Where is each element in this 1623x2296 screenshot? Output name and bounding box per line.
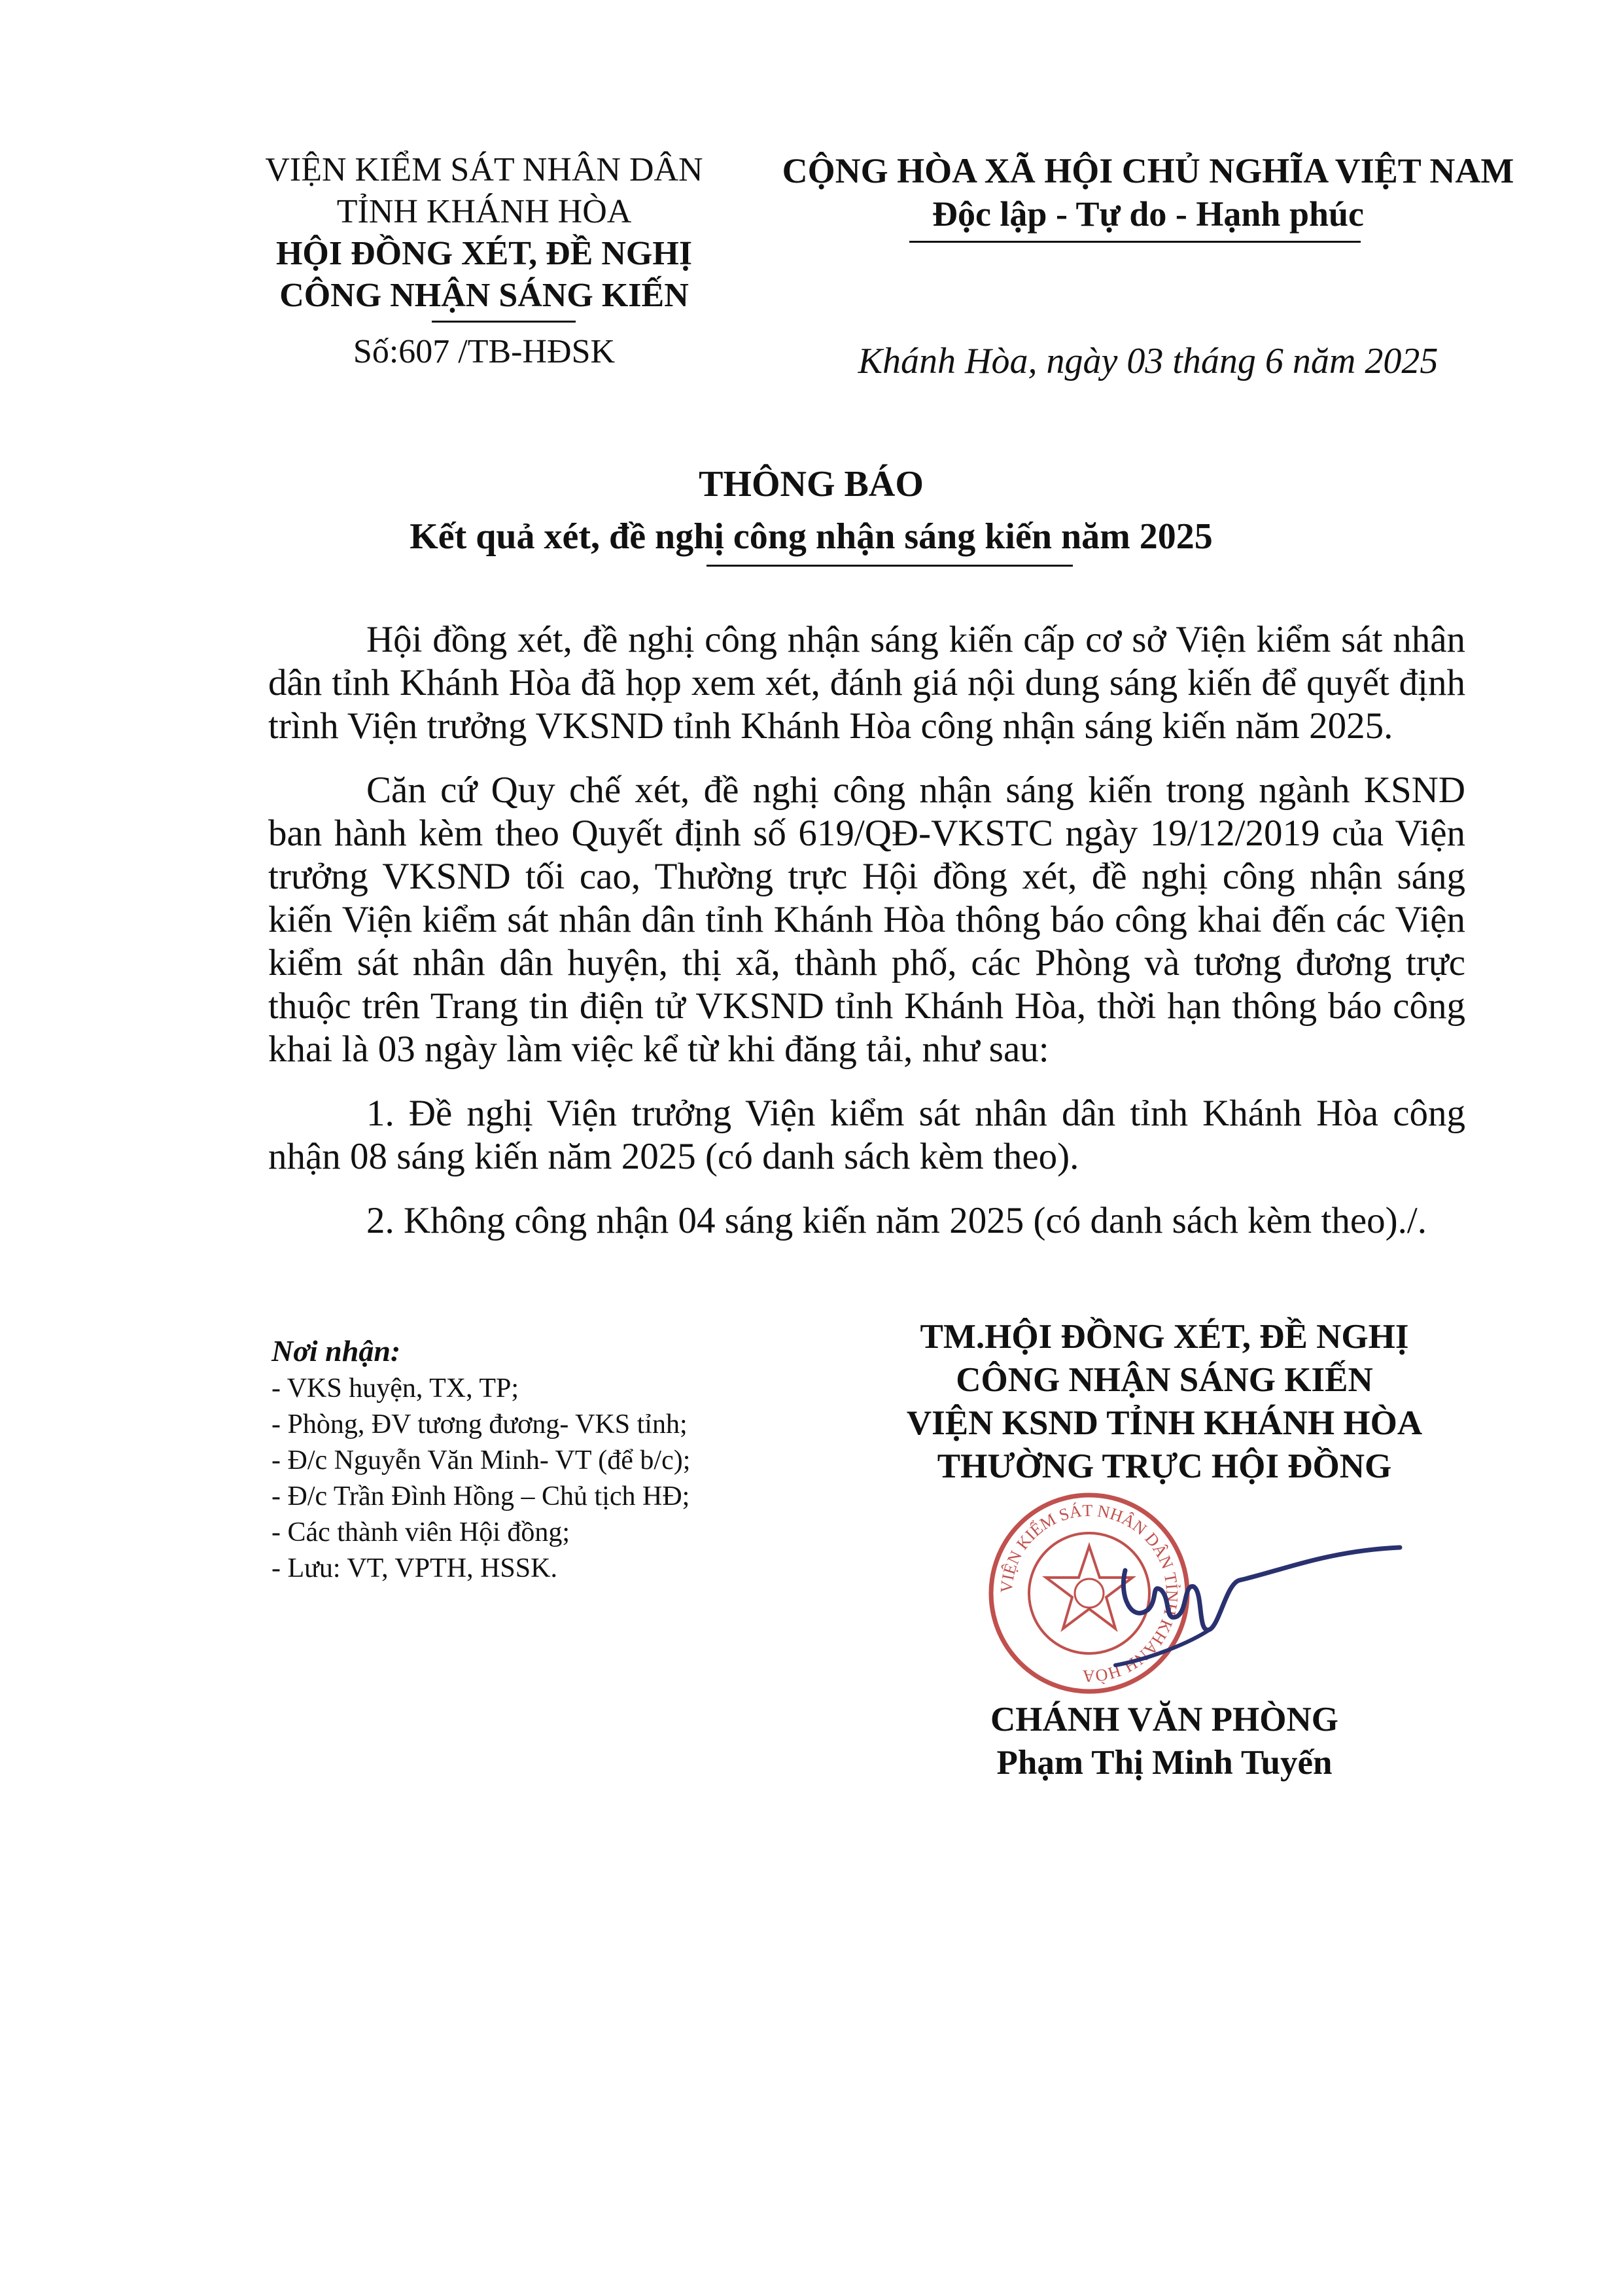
body-paragraph-1: Hội đồng xét, đề nghị công nhận sáng kiến cấp cơ sở Viện kiểm sát nhân dân tỉnh Khánh Hòa đã họp xem xét, đánh giá nội dung sáng kiến để quyết định trình Viện trưởng VKSND tỉnh Khánh Hòa công nhận sáng kiến năm 2025. — [268, 619, 1465, 747]
document-number: Số:607 /TB-HĐSK — [353, 333, 616, 370]
title-sub: Kết quả xét, đề nghị công nhận sáng kiến năm 2025 — [410, 516, 1213, 557]
org-underline — [432, 321, 576, 323]
national-header — [752, 149, 1544, 236]
issue-date: Khánh Hòa, ngày 03 tháng 6 năm 2025 — [858, 341, 1439, 381]
recipient-item: - Phòng, ĐV tương đương- VKS tỉnh; — [271, 1409, 688, 1439]
signer — [837, 1698, 1492, 1784]
document-title — [196, 458, 1426, 563]
body-paragraph-3: 1. Đề nghị Viện trưởng Viện kiểm sát nhân dân tỉnh Khánh Hòa công nhận 08 sáng kiến năm 2025 (có danh sách kèm theo). — [268, 1093, 1465, 1177]
recipient-item: - Đ/c Trần Đình Hồng – Chủ tịch HĐ; — [271, 1481, 690, 1511]
nation-title: CỘNG HÒA XÃ HỘI CHỦ NGHĨA VIỆT NAM — [782, 151, 1514, 190]
recipient-item: - Các thành viên Hội đồng; — [271, 1517, 570, 1547]
title-underline — [707, 565, 1073, 567]
recipient-item: - VKS huyện, TX, TP; — [271, 1373, 519, 1404]
org-line-4: CÔNG NHẬN SÁNG KIẾN — [279, 277, 689, 314]
recipients-block — [271, 1332, 860, 1587]
recipients-list — [271, 1371, 860, 1587]
recipients-heading: Nơi nhận: — [271, 1334, 401, 1368]
recipient-item: - Lưu: VT, VPTH, HSSK. — [271, 1553, 557, 1583]
signer-position: CHÁNH VĂN PHÒNG — [990, 1701, 1338, 1739]
signer-name: Phạm Thị Minh Tuyến — [996, 1744, 1333, 1782]
title-main: THÔNG BÁO — [699, 464, 924, 504]
org-line-2: TỈNH KHÁNH HÒA — [336, 193, 632, 230]
seal-text: VIỆN KIỂM SÁT NHÂN DÂN TỈNH KHÁNH HÒA — [996, 1500, 1182, 1686]
document-body — [268, 618, 1465, 1263]
recipient-item: - Đ/c Nguyễn Văn Minh- VT (để b/c); — [271, 1445, 691, 1475]
national-motto: Độc lập - Tự do - Hạnh phúc — [932, 194, 1365, 234]
signature-authority — [837, 1315, 1492, 1488]
issuing-organization — [222, 149, 746, 317]
body-paragraph-4: 2. Không công nhận 04 sáng kiến năm 2025 (có danh sách kèm theo)./. — [366, 1200, 1427, 1241]
org-line-1: VIỆN KIỂM SÁT NHÂN DÂN — [265, 151, 703, 188]
org-line-3: HỘI ĐỒNG XÉT, ĐỀ NGHỊ — [275, 235, 693, 272]
body-paragraph-2: Căn cứ Quy chế xét, đề nghị công nhận sáng kiến trong ngành KSND ban hành kèm theo Quyết định số 619/QĐ-VKSTC ngày 19/12/2019 của Viện trưởng VKSND tối cao, Thường trực Hội đồng xét, đề nghị công nhận sáng kiến Viện kiểm sát nhân dân tỉnh Khánh Hòa thông báo công khai đến các Viện kiểm sát nhân dân huyện, thị xã, thành phố, các Phòng và tương đương trực thuộc trên Trang tin điện tử VKSND tỉnh Khánh Hòa, thời hạn thông báo công khai là 03 ngày làm việc kể từ khi đăng tải, như sau: — [268, 769, 1465, 1070]
handwritten-signature — [1112, 1544, 1413, 1675]
signature-line-3: VIỆN KSND TỈNH KHÁNH HÒA — [906, 1404, 1423, 1442]
motto-underline — [909, 241, 1361, 243]
signature-line-4: THƯỜNG TRỰC HỘI ĐỒNG — [937, 1447, 1392, 1485]
signature-line-2: CÔNG NHẬN SÁNG KIẾN — [956, 1361, 1373, 1399]
signature-line-1: TM.HỘI ĐỒNG XÉT, ĐỀ NGHỊ — [920, 1318, 1409, 1356]
